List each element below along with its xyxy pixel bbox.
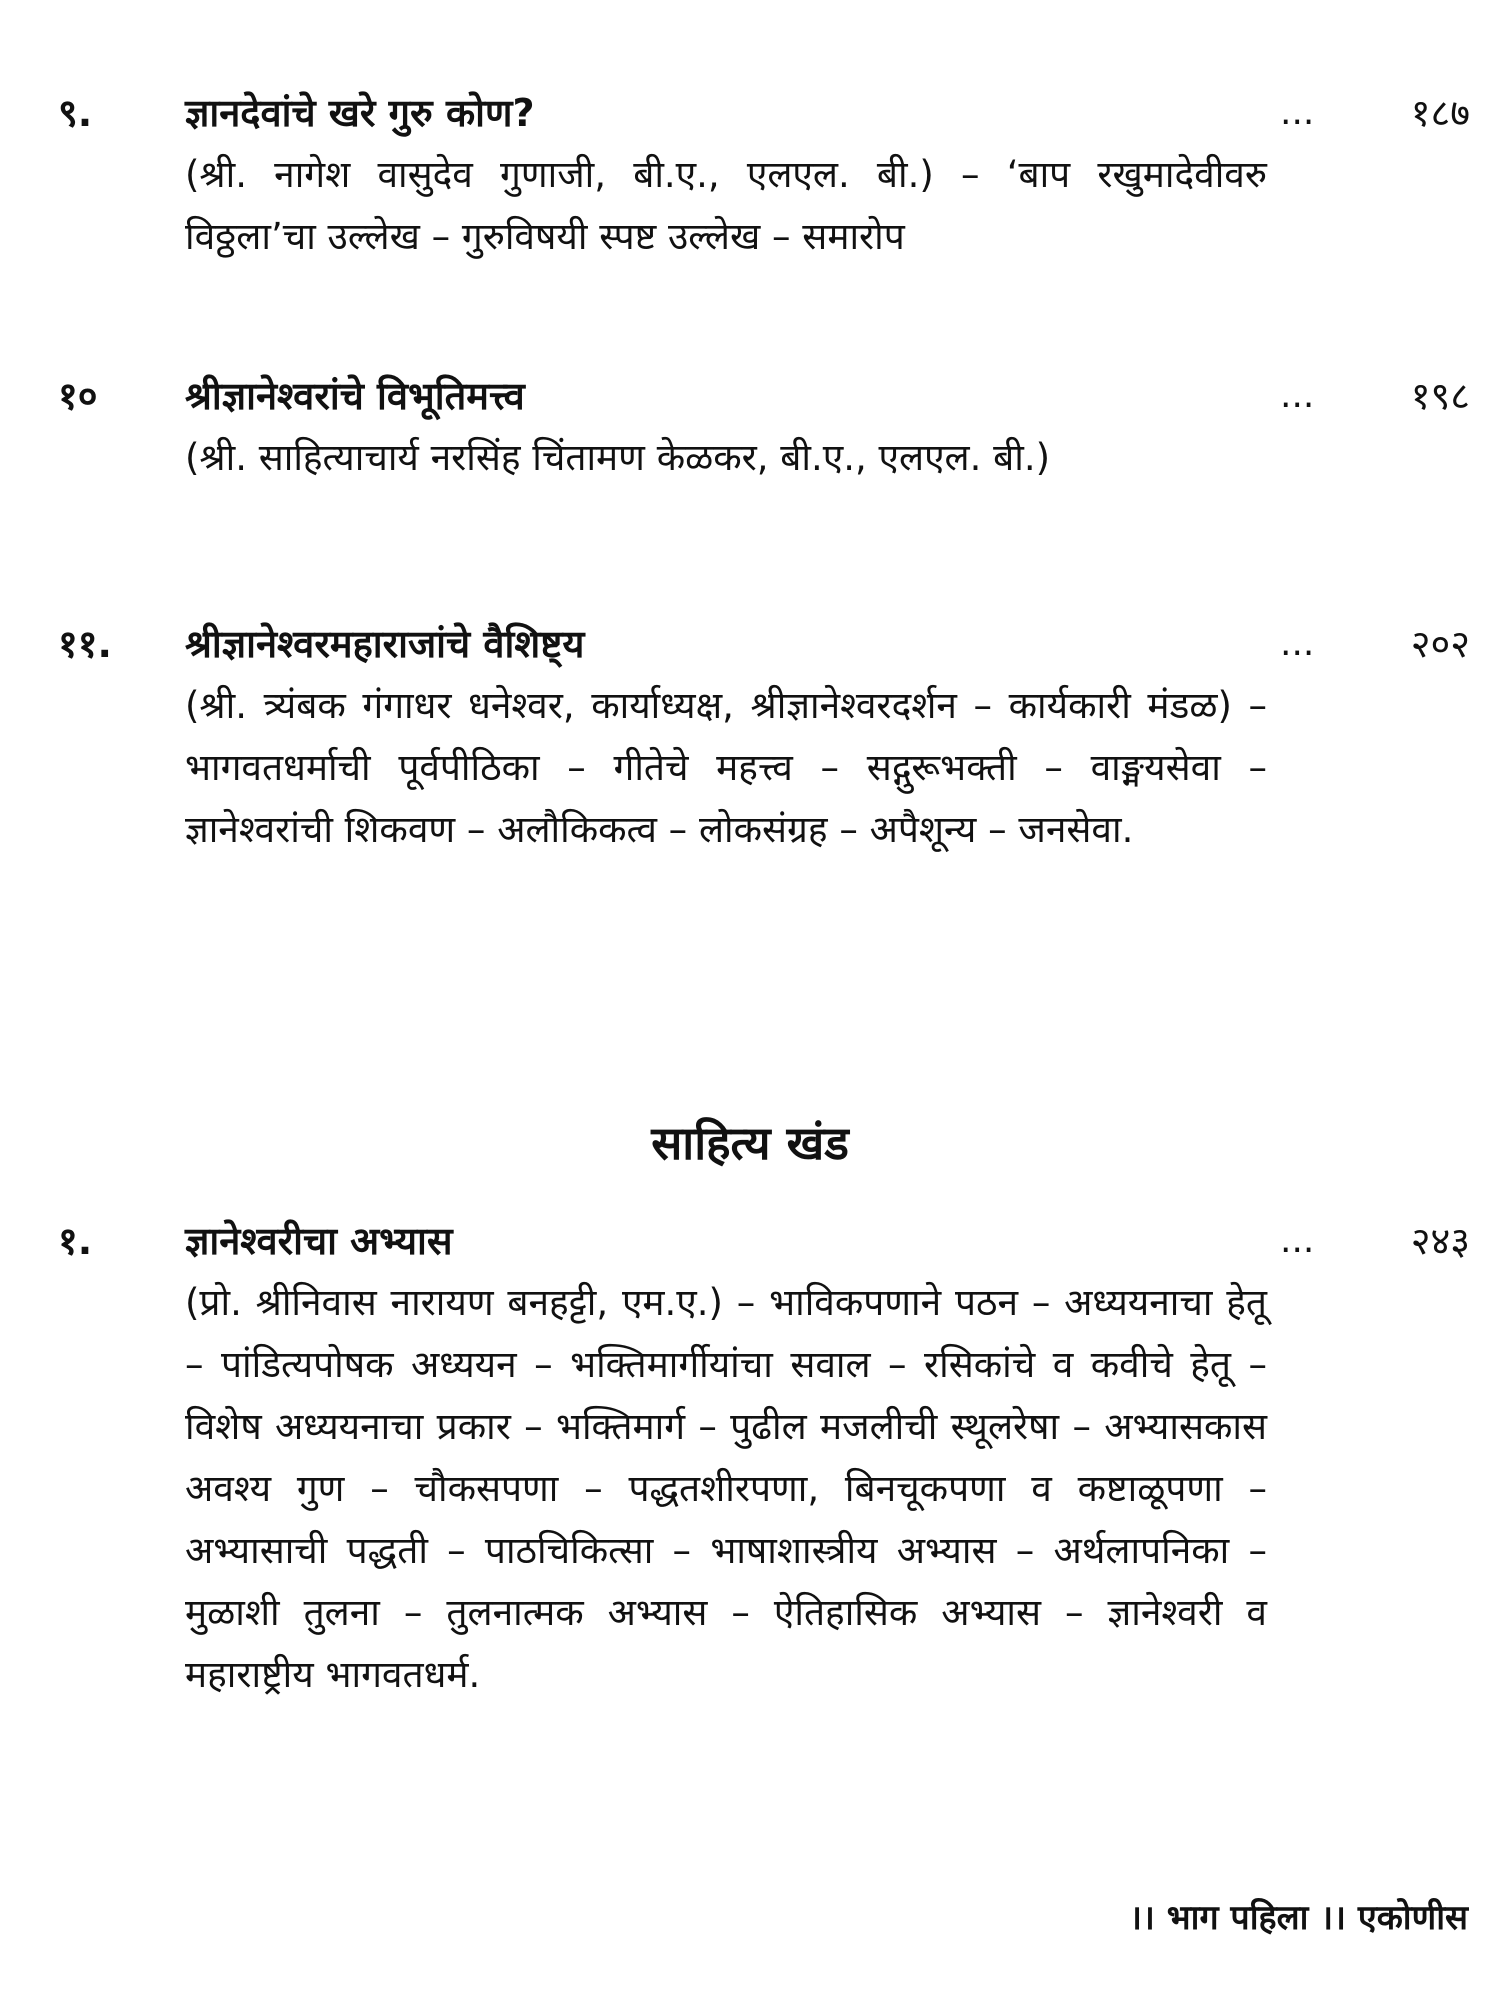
entry-page-number: १९८ [1410,374,1470,418]
entry-number: ११. [58,622,112,666]
section-heading: साहित्य खंड [651,1116,849,1170]
entry-number: १० [58,374,98,418]
entry-title: श्रीज्ञानेश्वरांचे विभूतिमत्त्व [185,374,525,418]
entry-page-number: २०२ [1410,622,1470,666]
leader-dots: ... [1280,375,1315,416]
entry-description: (श्री. साहित्याचार्य नरसिंह चिंतामण केळकर, बी.ए., एलएल. बी.) [185,436,1051,479]
entry-title: ज्ञानेश्वरीचा अभ्यास [185,1219,453,1263]
entry-title: ज्ञानदेवांचे खरे गुरु कोण? [185,91,535,135]
leader-dots: ... [1280,92,1315,133]
entry-number: १. [58,1219,93,1263]
leader-dots: ... [1280,1220,1315,1261]
leader-dots: ... [1280,623,1315,664]
entry-page-number: १८७ [1410,91,1470,135]
entry-number: ९. [58,91,93,135]
page-footer: ।। भाग पहिला ।। एकोणीस [1129,1898,1468,1938]
entry-description: (श्री. नागेश वासुदेव गुणाजी, बी.ए., एलएल. बी.) – ‘बाप रखुमादेवीवरु विठ्ठला’चा उल्लेख – गुरुविषयी स्पष्ट उल्लेख – समारोप [185,153,1267,258]
entry-title: श्रीज्ञानेश्वरमहाराजांचे वैशिष्ट्य [185,622,585,666]
entry-description: (प्रो. श्रीनिवास नारायण बनहट्टी, एम.ए.) – भाविकपणाने पठन – अध्ययनाचा हेतू – पांडित्यपोषक अध्ययन – भक्तिमार्गीयांचा सवाल – रसिकांचे व कवीचे हेतू – विशेष अध्ययनाचा प्रकार – भक्तिमार्ग – पुढील मजलीची स्थूलरेषा – अभ्यासकास अवश्य गुण – चौकसपणा – पद्धतशीरपणा, बिनचूकपणा व कष्टाळूपणा – अभ्यासाची पद्धती – पाठचिकित्सा – भाषाशास्त्रीय अभ्यास – अर्थलापनिका – मुळाशी तुलना – तुलनात्मक अभ्यास – ऐतिहासिक अभ्यास – ज्ञानेश्वरी व महाराष्ट्रीय भागवतधर्म. [185,1281,1267,1696]
entry-description: (श्री. त्र्यंबक गंगाधर धनेश्वर, कार्याध्यक्ष, श्रीज्ञानेश्वरदर्शन – कार्यकारी मंडळ) – भागवतधर्माची पूर्वपीठिका – गीतेचे महत्त्व – सद्गुरूभक्ती – वाङ्मयसेवा – ज्ञानेश्वरांची शिकवण – अलौकिकत्व – लोकसंग्रह – अपैशून्य – जनसेवा. [185,684,1267,851]
entry-page-number: २४३ [1410,1219,1470,1263]
